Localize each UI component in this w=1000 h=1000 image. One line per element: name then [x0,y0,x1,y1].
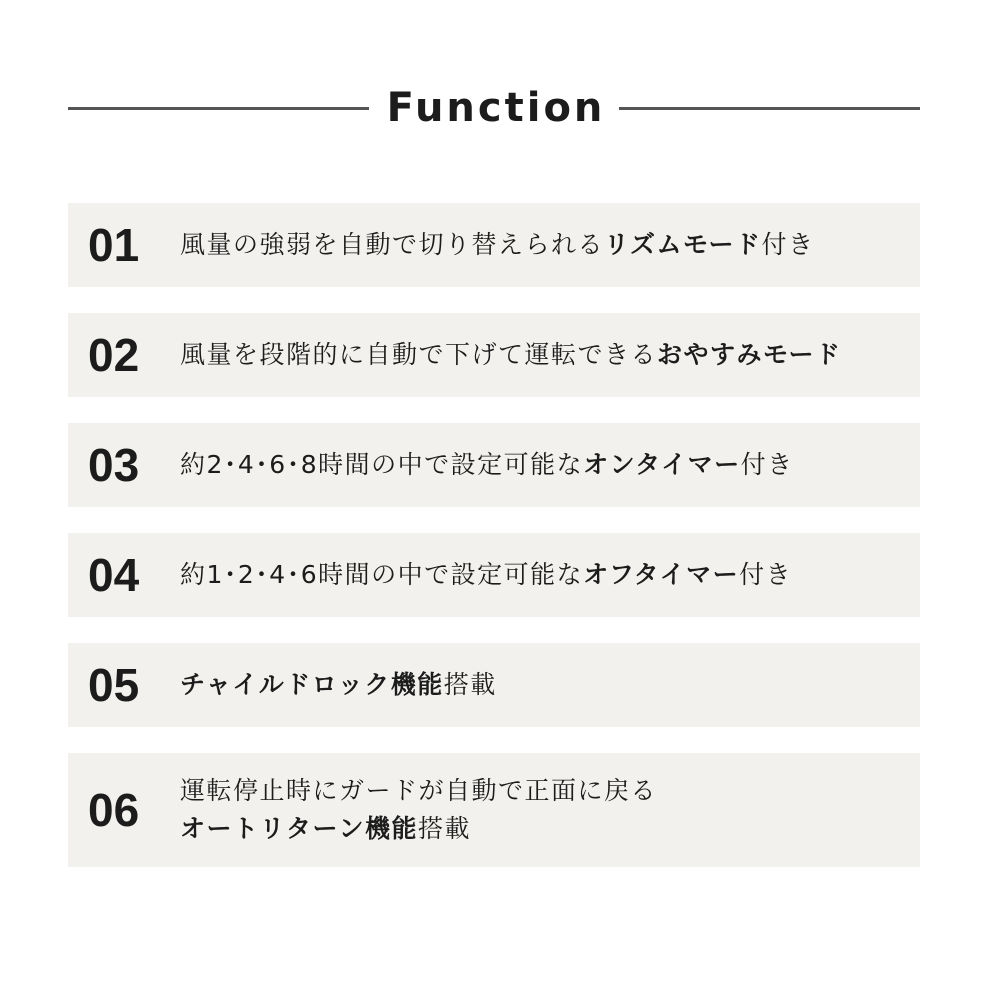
section-header [68,78,920,138]
feature-item-5 [68,643,920,727]
feature-text [180,772,657,848]
feature-line [180,666,497,704]
feature-text-segment: 付き [739,560,793,589]
feature-text-segment: 付き [761,230,815,259]
feature-line [180,772,657,810]
feature-text-highlight: おやすみモード [657,340,842,369]
feature-text-segment: 風量の強弱を自動で切り替えられる [180,230,605,259]
feature-number: 04 [88,549,140,601]
feature-text [180,666,497,704]
feature-text [180,556,792,594]
feature-text-highlight: チャイルドロック機能 [180,670,444,699]
feature-number: 02 [88,329,140,381]
feature-text-segment: 約2･4･6･8時間の中で設定可能な [180,450,584,479]
feature-number: 06 [88,784,140,836]
feature-text-highlight: オートリターン機能 [180,814,419,843]
feature-line [180,336,842,374]
feature-text [180,336,842,374]
feature-item-1 [68,203,920,287]
feature-text-segment: 約1･2･4･6時間の中で設定可能な [180,560,584,589]
header-rule-right [619,107,920,110]
header-rule-left [68,107,369,110]
feature-text-segment: 搭載 [418,814,472,843]
feature-text-highlight: リズムモード [604,230,762,259]
feature-number: 01 [88,219,140,271]
feature-text-segment: 運転停止時にガードが自動で正面に戻る [180,776,658,805]
feature-text-highlight: オンタイマー [583,450,741,479]
feature-text-segment: 風量を段階的に自動で下げて運転できる [180,340,658,369]
feature-item-2 [68,313,920,397]
feature-line [180,556,792,594]
feature-number: 03 [88,439,140,491]
feature-line [180,446,794,484]
feature-item-4 [68,533,920,617]
feature-line [180,226,815,264]
feature-text [180,226,815,264]
feature-text-highlight: オフタイマー [583,560,740,589]
feature-number: 05 [88,659,140,711]
section-title: Function [386,85,606,131]
feature-item-3 [68,423,920,507]
feature-line [180,810,657,848]
feature-text-segment: 搭載 [443,670,497,699]
feature-item-6 [68,753,920,867]
feature-text [180,446,794,484]
feature-text-segment: 付き [740,450,794,479]
